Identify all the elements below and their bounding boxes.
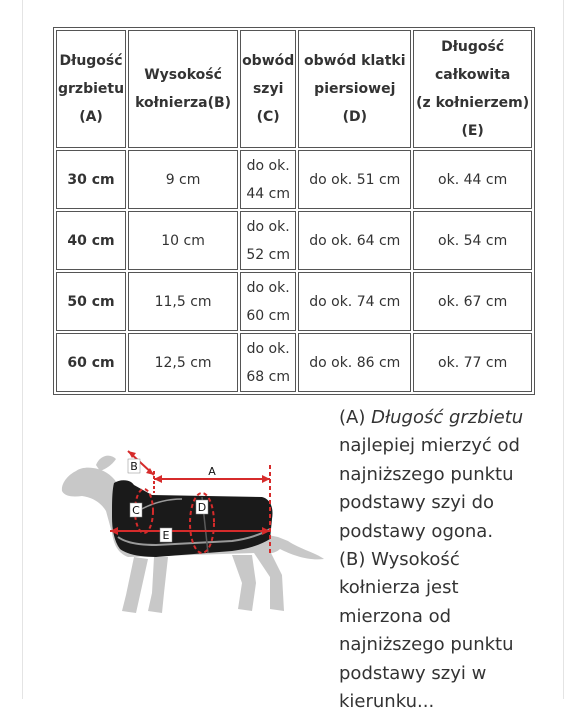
cell-back-length: 30 cm [56,150,126,209]
cell-total-length: ok. 77 cm [413,333,532,392]
cell-text: do ok. 44 cm [246,157,290,202]
table-row [56,211,532,270]
cell-total-length: ok. 67 cm [413,272,532,331]
cell-text: do ok. 52 cm [246,218,290,263]
cell-collar-height: 10 cm [128,211,238,270]
label-e: E [162,529,170,542]
cell-back-length: 50 cm [56,272,126,331]
cell-back-length: 60 cm [56,333,126,392]
header-text: obwód klatki piersiowej (D) [304,53,406,125]
label-d: D [197,501,207,514]
header-chest-girth [298,30,411,148]
cell-neck-girth [240,150,296,209]
label-c: C [132,504,140,517]
cell-chest-girth: do ok. 86 cm [298,333,411,392]
label-a: A [208,465,216,478]
header-total-length [413,30,532,148]
cell-collar-height: 11,5 cm [128,272,238,331]
header-text: Długość grzbietu (A) [58,53,125,125]
header-neck-girth [240,30,296,148]
cell-collar-height: 9 cm [128,150,238,209]
header-text: Długość całkowita (z kołnierzem) (E) [416,39,530,139]
desc-b-text: (B) Wysokość kołnierza jest mierzona od najniższego punktu podstawy szyi w kierunku... [339,549,514,713]
cell-total-length: ok. 54 cm [413,211,532,270]
table-row [56,150,532,209]
measurement-description [339,404,579,716]
cell-chest-girth: do ok. 74 cm [298,272,411,331]
header-collar-height [128,30,238,148]
desc-a-title: Długość grzbietu [371,407,524,428]
cell-neck-girth [240,272,296,331]
size-table [53,27,535,395]
dog-measurement-diagram [56,445,332,617]
cell-neck-girth [240,333,296,392]
table-row [56,272,532,331]
cell-collar-height: 12,5 cm [128,333,238,392]
cell-chest-girth: do ok. 51 cm [298,150,411,209]
cell-neck-girth [240,211,296,270]
cell-text: do ok. 68 cm [246,340,290,385]
desc-a-label: (A) [339,407,372,428]
cell-text: do ok. 60 cm [246,279,290,324]
table-row [56,333,532,392]
cell-chest-girth: do ok. 64 cm [298,211,411,270]
cell-back-length: 40 cm [56,211,126,270]
cell-total-length: ok. 44 cm [413,150,532,209]
header-back-length [56,30,126,148]
header-text: obwód szyi (C) [242,53,295,125]
table-header-row [56,30,532,148]
desc-a-text: najlepiej mierzyć od najniższego punktu podstawy szyi do podstawy ogona. [339,435,520,542]
label-b: B [130,460,138,473]
header-text: Wysokość kołnierza(B) [135,67,232,111]
left-frame-line [22,0,23,699]
